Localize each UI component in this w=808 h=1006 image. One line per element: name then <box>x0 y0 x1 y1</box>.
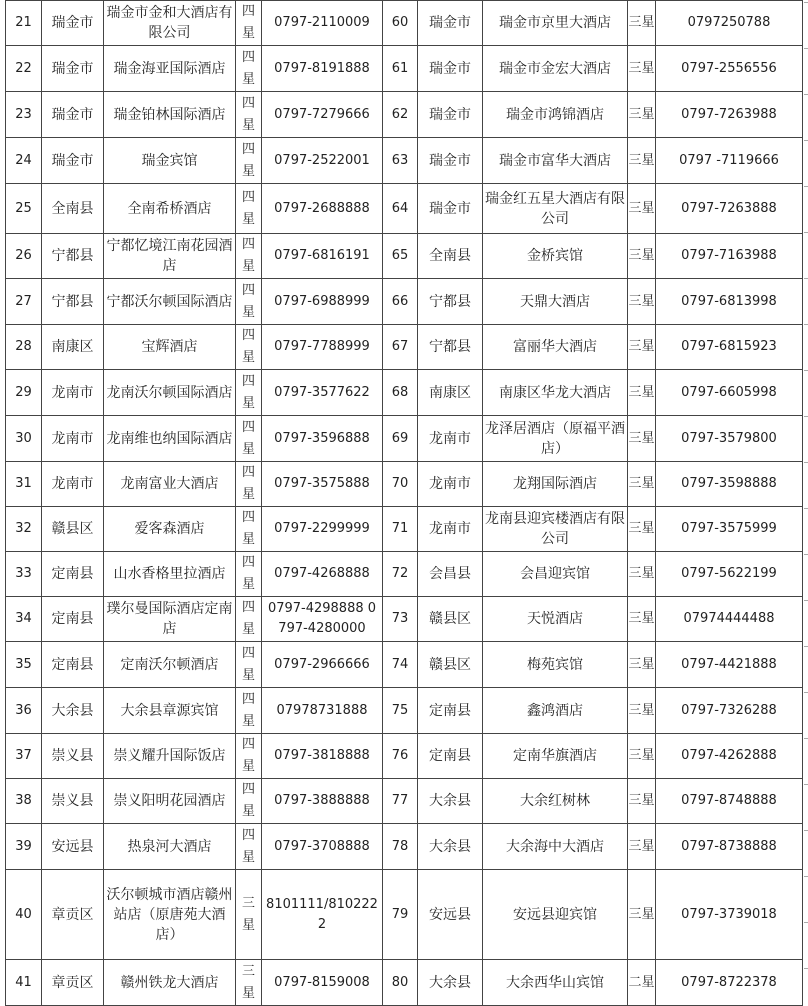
right-phone-cell: 0797-4262888 <box>656 734 803 779</box>
left-phone-cell: 0797-3596888 <box>262 416 383 462</box>
left-row-number: 31 <box>6 462 42 507</box>
right-area-cell: 龙南市 <box>418 416 483 462</box>
right-hotel-name-cell: 大余红树林 <box>483 779 628 824</box>
left-area-cell: 瑞金市 <box>42 138 104 184</box>
table-row <box>6 416 803 462</box>
edge-tick <box>804 278 808 279</box>
left-row-number: 23 <box>6 92 42 138</box>
left-area-cell: 大余县 <box>42 688 104 734</box>
left-star-level-cell: 四星 <box>236 824 262 870</box>
edge-tick <box>804 876 808 877</box>
left-row-number: 26 <box>6 234 42 279</box>
right-star-level-cell: 三星 <box>628 779 656 824</box>
table-row <box>6 552 803 597</box>
right-row-number: 67 <box>383 325 418 370</box>
table-row <box>6 870 803 960</box>
edge-tick <box>804 738 808 739</box>
left-star-level-cell: 四星 <box>236 552 262 597</box>
left-hotel-name-cell: 山水香格里拉酒店 <box>104 552 236 597</box>
right-area-cell: 赣县区 <box>418 597 483 642</box>
left-star-level-cell: 四星 <box>236 46 262 92</box>
right-area-cell: 大余县 <box>418 779 483 824</box>
left-hotel-name-cell: 全南希桥酒店 <box>104 184 236 234</box>
left-phone-cell: 0797-3708888 <box>262 824 383 870</box>
right-hotel-name-cell: 大余海中大酒店 <box>483 824 628 870</box>
left-star-level-cell: 四星 <box>236 462 262 507</box>
right-row-number: 73 <box>383 597 418 642</box>
edge-tick <box>804 968 808 969</box>
left-area-cell: 崇义县 <box>42 734 104 779</box>
edge-tick <box>804 462 808 463</box>
right-phone-cell: 0797-7326288 <box>656 688 803 734</box>
right-star-level-cell: 三星 <box>628 688 656 734</box>
edge-tick <box>804 922 808 923</box>
left-star-level-cell: 四星 <box>236 779 262 824</box>
right-phone-cell: 0797 -7119666 <box>656 138 803 184</box>
right-hotel-name-cell: 龙泽居酒店（原福平酒店） <box>483 416 628 462</box>
left-star-level-cell: 四星 <box>236 642 262 688</box>
right-star-level-cell: 三星 <box>628 870 656 960</box>
left-hotel-name-cell: 宝辉酒店 <box>104 325 236 370</box>
left-area-cell: 瑞金市 <box>42 1 104 46</box>
left-hotel-name-cell: 宁都沃尔顿国际酒店 <box>104 279 236 325</box>
left-hotel-name-cell: 大余县章源宾馆 <box>104 688 236 734</box>
right-row-number: 71 <box>383 507 418 552</box>
left-row-number: 21 <box>6 1 42 46</box>
right-area-cell: 全南县 <box>418 234 483 279</box>
table-row <box>6 1 803 46</box>
right-star-level-cell: 三星 <box>628 138 656 184</box>
right-row-number: 69 <box>383 416 418 462</box>
left-area-cell: 龙南市 <box>42 370 104 416</box>
left-row-number: 40 <box>6 870 42 960</box>
table-row <box>6 824 803 870</box>
left-area-cell: 章贡区 <box>42 870 104 960</box>
right-row-number: 76 <box>383 734 418 779</box>
left-hotel-name-cell: 龙南富业大酒店 <box>104 462 236 507</box>
right-phone-cell: 0797-8738888 <box>656 824 803 870</box>
right-hotel-name-cell: 金桥宾馆 <box>483 234 628 279</box>
right-star-level-cell: 三星 <box>628 552 656 597</box>
right-area-cell: 瑞金市 <box>418 1 483 46</box>
left-phone-cell: 0797-4298888 0797-4280000 <box>262 597 383 642</box>
left-phone-cell: 0797-6988999 <box>262 279 383 325</box>
left-phone-cell: 0797-3818888 <box>262 734 383 779</box>
left-area-cell: 章贡区 <box>42 960 104 1006</box>
left-area-cell: 全南县 <box>42 184 104 234</box>
right-hotel-name-cell: 安远县迎宾馆 <box>483 870 628 960</box>
table-row <box>6 234 803 279</box>
right-star-level-cell: 三星 <box>628 642 656 688</box>
right-row-number: 77 <box>383 779 418 824</box>
left-area-cell: 瑞金市 <box>42 46 104 92</box>
left-hotel-name-cell: 热泉河大酒店 <box>104 824 236 870</box>
left-hotel-name-cell: 瑞金宾馆 <box>104 138 236 184</box>
right-hotel-name-cell: 会昌迎宾馆 <box>483 552 628 597</box>
right-phone-cell: 0797-6815923 <box>656 325 803 370</box>
hotel-table <box>5 0 803 1006</box>
left-area-cell: 龙南市 <box>42 462 104 507</box>
right-phone-cell: 0797-2556556 <box>656 46 803 92</box>
right-row-number: 80 <box>383 960 418 1006</box>
right-hotel-name-cell: 龙南县迎宾楼酒店有限公司 <box>483 507 628 552</box>
table-row <box>6 325 803 370</box>
table-row <box>6 642 803 688</box>
edge-tick <box>804 554 808 555</box>
right-star-level-cell: 三星 <box>628 92 656 138</box>
left-row-number: 37 <box>6 734 42 779</box>
table-row <box>6 279 803 325</box>
right-hotel-name-cell: 南康区华龙大酒店 <box>483 370 628 416</box>
right-area-cell: 大余县 <box>418 824 483 870</box>
right-row-number: 78 <box>383 824 418 870</box>
left-area-cell: 宁都县 <box>42 279 104 325</box>
right-star-level-cell: 三星 <box>628 184 656 234</box>
left-hotel-name-cell: 龙南维也纳国际酒店 <box>104 416 236 462</box>
left-hotel-name-cell: 崇义阳明花园酒店 <box>104 779 236 824</box>
left-area-cell: 龙南市 <box>42 416 104 462</box>
left-star-level-cell: 四星 <box>236 234 262 279</box>
left-phone-cell: 0797-6816191 <box>262 234 383 279</box>
table-row <box>6 734 803 779</box>
left-area-cell: 定南县 <box>42 642 104 688</box>
right-area-cell: 安远县 <box>418 870 483 960</box>
edge-tick <box>804 692 808 693</box>
right-row-number: 68 <box>383 370 418 416</box>
right-area-cell: 龙南市 <box>418 462 483 507</box>
left-phone-cell: 0797-3575888 <box>262 462 383 507</box>
page-edge-marks <box>804 0 808 1004</box>
right-row-number: 72 <box>383 552 418 597</box>
right-phone-cell: 0797-6605998 <box>656 370 803 416</box>
table-row <box>6 138 803 184</box>
table-row <box>6 46 803 92</box>
right-area-cell: 大余县 <box>418 960 483 1006</box>
right-area-cell: 定南县 <box>418 734 483 779</box>
left-star-level-cell: 四星 <box>236 138 262 184</box>
left-hotel-name-cell: 瑞金铂林国际酒店 <box>104 92 236 138</box>
left-hotel-name-cell: 瑞金市金和大酒店有限公司 <box>104 1 236 46</box>
left-row-number: 25 <box>6 184 42 234</box>
right-star-level-cell: 三星 <box>628 1 656 46</box>
right-phone-cell: 0797-5622199 <box>656 552 803 597</box>
edge-tick <box>804 140 808 141</box>
left-phone-cell: 0797-2522001 <box>262 138 383 184</box>
edge-tick <box>804 48 808 49</box>
left-phone-cell: 0797-2966666 <box>262 642 383 688</box>
edge-tick <box>804 508 808 509</box>
left-star-level-cell: 四星 <box>236 92 262 138</box>
right-row-number: 75 <box>383 688 418 734</box>
right-row-number: 79 <box>383 870 418 960</box>
edge-tick <box>804 646 808 647</box>
left-row-number: 29 <box>6 370 42 416</box>
edge-tick <box>804 94 808 95</box>
table-row <box>6 507 803 552</box>
right-row-number: 62 <box>383 92 418 138</box>
right-row-number: 63 <box>383 138 418 184</box>
right-row-number: 61 <box>383 46 418 92</box>
table-row <box>6 597 803 642</box>
right-star-level-cell: 三星 <box>628 734 656 779</box>
left-phone-cell: 0797-3888888 <box>262 779 383 824</box>
left-star-level-cell: 四星 <box>236 734 262 779</box>
right-row-number: 66 <box>383 279 418 325</box>
right-hotel-name-cell: 瑞金红五星大酒店有限公司 <box>483 184 628 234</box>
left-hotel-name-cell: 沃尔顿城市酒店赣州站店（原唐苑大酒店） <box>104 870 236 960</box>
right-phone-cell: 0797-3579800 <box>656 416 803 462</box>
right-hotel-name-cell: 瑞金市富华大酒店 <box>483 138 628 184</box>
right-hotel-name-cell: 梅苑宾馆 <box>483 642 628 688</box>
left-phone-cell: 0797-2299999 <box>262 507 383 552</box>
left-row-number: 33 <box>6 552 42 597</box>
left-row-number: 30 <box>6 416 42 462</box>
right-phone-cell: 0797-8722378 <box>656 960 803 1006</box>
left-star-level-cell: 四星 <box>236 325 262 370</box>
left-star-level-cell: 四星 <box>236 507 262 552</box>
right-hotel-name-cell: 瑞金市京里大酒店 <box>483 1 628 46</box>
right-phone-cell: 0797-7263888 <box>656 184 803 234</box>
edge-tick <box>804 784 808 785</box>
right-hotel-name-cell: 天悦酒店 <box>483 597 628 642</box>
edge-tick <box>804 2 808 3</box>
right-phone-cell: 0797-7263988 <box>656 92 803 138</box>
left-hotel-name-cell: 崇义耀升国际饭店 <box>104 734 236 779</box>
right-star-level-cell: 三星 <box>628 416 656 462</box>
left-phone-cell: 0797-8191888 <box>262 46 383 92</box>
edge-tick <box>804 232 808 233</box>
right-area-cell: 龙南市 <box>418 507 483 552</box>
left-star-level-cell: 四星 <box>236 416 262 462</box>
right-star-level-cell: 三星 <box>628 46 656 92</box>
left-row-number: 35 <box>6 642 42 688</box>
right-row-number: 64 <box>383 184 418 234</box>
right-star-level-cell: 二星 <box>628 960 656 1006</box>
left-area-cell: 赣县区 <box>42 507 104 552</box>
table-row <box>6 92 803 138</box>
table-row <box>6 370 803 416</box>
right-hotel-name-cell: 定南华旗酒店 <box>483 734 628 779</box>
right-hotel-name-cell: 大余西华山宾馆 <box>483 960 628 1006</box>
left-hotel-name-cell: 璞尔曼国际酒店定南店 <box>104 597 236 642</box>
left-row-number: 39 <box>6 824 42 870</box>
right-area-cell: 瑞金市 <box>418 92 483 138</box>
right-phone-cell: 07974444488 <box>656 597 803 642</box>
right-area-cell: 宁都县 <box>418 279 483 325</box>
right-phone-cell: 0797-3598888 <box>656 462 803 507</box>
edge-tick <box>804 324 808 325</box>
left-phone-cell: 0797-2110009 <box>262 1 383 46</box>
right-row-number: 65 <box>383 234 418 279</box>
left-phone-cell: 07978731888 <box>262 688 383 734</box>
right-hotel-name-cell: 瑞金市金宏大酒店 <box>483 46 628 92</box>
left-star-level-cell: 四星 <box>236 597 262 642</box>
right-hotel-name-cell: 瑞金市鸿锦酒店 <box>483 92 628 138</box>
right-hotel-name-cell: 鑫鸿酒店 <box>483 688 628 734</box>
left-phone-cell: 0797-7788999 <box>262 325 383 370</box>
left-star-level-cell: 四星 <box>236 1 262 46</box>
right-star-level-cell: 三星 <box>628 507 656 552</box>
left-area-cell: 定南县 <box>42 597 104 642</box>
right-hotel-name-cell: 龙翔国际酒店 <box>483 462 628 507</box>
right-star-level-cell: 三星 <box>628 370 656 416</box>
left-row-number: 32 <box>6 507 42 552</box>
right-star-level-cell: 三星 <box>628 597 656 642</box>
left-row-number: 28 <box>6 325 42 370</box>
table-row <box>6 960 803 1006</box>
right-hotel-name-cell: 富丽华大酒店 <box>483 325 628 370</box>
right-star-level-cell: 三星 <box>628 325 656 370</box>
left-phone-cell: 8101111/8102222 <box>262 870 383 960</box>
left-star-level-cell: 四星 <box>236 184 262 234</box>
right-row-number: 60 <box>383 1 418 46</box>
left-hotel-name-cell: 宁都忆境江南花园酒店 <box>104 234 236 279</box>
right-phone-cell: 0797-3575999 <box>656 507 803 552</box>
right-area-cell: 瑞金市 <box>418 138 483 184</box>
right-area-cell: 宁都县 <box>418 325 483 370</box>
edge-tick <box>804 600 808 601</box>
left-row-number: 36 <box>6 688 42 734</box>
right-phone-cell: 0797-8748888 <box>656 779 803 824</box>
right-area-cell: 会昌县 <box>418 552 483 597</box>
left-row-number: 41 <box>6 960 42 1006</box>
left-row-number: 24 <box>6 138 42 184</box>
left-area-cell: 定南县 <box>42 552 104 597</box>
right-star-level-cell: 三星 <box>628 824 656 870</box>
left-star-level-cell: 四星 <box>236 279 262 325</box>
edge-tick <box>804 370 808 371</box>
right-area-cell: 赣县区 <box>418 642 483 688</box>
edge-tick <box>804 416 808 417</box>
left-area-cell: 崇义县 <box>42 779 104 824</box>
right-area-cell: 南康区 <box>418 370 483 416</box>
right-row-number: 74 <box>383 642 418 688</box>
left-phone-cell: 0797-4268888 <box>262 552 383 597</box>
left-area-cell: 南康区 <box>42 325 104 370</box>
left-star-level-cell: 三星 <box>236 870 262 960</box>
table-row <box>6 462 803 507</box>
table-row <box>6 184 803 234</box>
left-star-level-cell: 三星 <box>236 960 262 1006</box>
right-area-cell: 瑞金市 <box>418 184 483 234</box>
left-hotel-name-cell: 爱客森酒店 <box>104 507 236 552</box>
left-hotel-name-cell: 赣州铁龙大酒店 <box>104 960 236 1006</box>
table-row <box>6 779 803 824</box>
left-row-number: 22 <box>6 46 42 92</box>
table-row <box>6 688 803 734</box>
right-phone-cell: 0797250788 <box>656 1 803 46</box>
right-star-level-cell: 三星 <box>628 462 656 507</box>
right-row-number: 70 <box>383 462 418 507</box>
right-phone-cell: 0797-3739018 <box>656 870 803 960</box>
edge-tick <box>804 830 808 831</box>
left-area-cell: 瑞金市 <box>42 92 104 138</box>
left-star-level-cell: 四星 <box>236 370 262 416</box>
left-row-number: 34 <box>6 597 42 642</box>
left-phone-cell: 0797-2688888 <box>262 184 383 234</box>
right-area-cell: 定南县 <box>418 688 483 734</box>
right-star-level-cell: 三星 <box>628 234 656 279</box>
left-phone-cell: 0797-7279666 <box>262 92 383 138</box>
right-star-level-cell: 三星 <box>628 279 656 325</box>
left-row-number: 38 <box>6 779 42 824</box>
left-row-number: 27 <box>6 279 42 325</box>
right-area-cell: 瑞金市 <box>418 46 483 92</box>
right-phone-cell: 0797-6813998 <box>656 279 803 325</box>
right-phone-cell: 0797-4421888 <box>656 642 803 688</box>
right-hotel-name-cell: 天鼎大酒店 <box>483 279 628 325</box>
left-hotel-name-cell: 龙南沃尔顿国际酒店 <box>104 370 236 416</box>
left-hotel-name-cell: 瑞金海亚国际酒店 <box>104 46 236 92</box>
left-area-cell: 宁都县 <box>42 234 104 279</box>
left-area-cell: 安远县 <box>42 824 104 870</box>
left-phone-cell: 0797-8159008 <box>262 960 383 1006</box>
left-hotel-name-cell: 定南沃尔顿酒店 <box>104 642 236 688</box>
left-phone-cell: 0797-3577622 <box>262 370 383 416</box>
edge-tick <box>804 186 808 187</box>
left-star-level-cell: 四星 <box>236 688 262 734</box>
right-phone-cell: 0797-7163988 <box>656 234 803 279</box>
